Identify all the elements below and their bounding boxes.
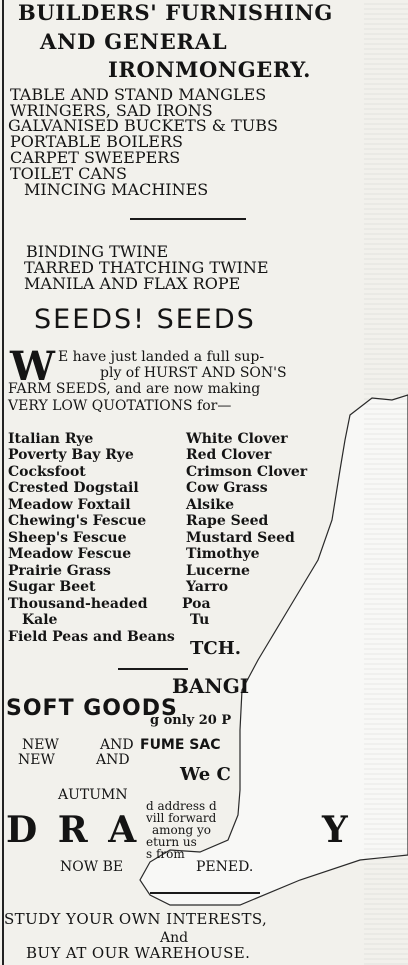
- fragment-text: eturn us: [146, 835, 197, 849]
- seed-item: Crested Dogstail: [8, 480, 139, 496]
- fragment-text: BANGI: [172, 674, 250, 698]
- section-divider: [118, 668, 188, 670]
- seed-item: Yarro: [186, 579, 229, 595]
- seed-item: Red Clover: [186, 447, 272, 463]
- footer-line: And: [160, 930, 189, 946]
- list-item: CARPET SWEEPERS: [10, 148, 181, 167]
- seeds-heading: SEEDS! SEEDS: [34, 304, 256, 335]
- list-item: BINDING TWINE: [26, 242, 169, 261]
- intro-line: VERY LOW QUOTATIONS for—: [8, 398, 232, 414]
- seed-item: Crimson Clover: [186, 464, 308, 480]
- fragment-text: AND: [100, 737, 134, 753]
- fragment-text: g only 20 P: [150, 713, 232, 728]
- header-title-line1: BUILDERS' FURNISHING: [18, 0, 333, 25]
- fragment-text: We C: [180, 764, 231, 785]
- seed-item: Italian Rye: [8, 431, 94, 447]
- fragment-text: PENED.: [196, 859, 254, 875]
- seed-item: Prairie Grass: [8, 563, 111, 579]
- paper-texture: [364, 0, 408, 965]
- seed-item: White Clover: [186, 431, 288, 447]
- section-divider: [150, 892, 260, 894]
- intro-line: ply of HURST AND SON'S: [100, 365, 287, 381]
- drapery-heading-tail: Y: [322, 809, 348, 851]
- footer-line: STUDY YOUR OWN INTERESTS,: [4, 910, 268, 928]
- fragment-text: NEW: [22, 737, 59, 753]
- intro-line: FARM SEEDS, and are now making: [8, 381, 261, 397]
- seed-item: Sugar Beet: [8, 579, 96, 595]
- seed-item: Poverty Bay Rye: [8, 447, 134, 463]
- soft-goods-heading: SOFT GOODS: [6, 696, 178, 721]
- seed-item: Thousand-headed: [8, 596, 148, 612]
- seed-item: Chewing's Fescue: [8, 513, 147, 529]
- fragment-text: NOW BE: [60, 859, 124, 875]
- seed-item: Poa: [182, 596, 211, 612]
- fragment-text: d address d: [146, 799, 217, 813]
- list-item: MANILA AND FLAX ROPE: [24, 274, 241, 293]
- fragment-text: FUME SAC: [140, 737, 221, 753]
- list-item: MINCING MACHINES: [24, 180, 209, 199]
- seed-item: Alsike: [186, 497, 234, 513]
- seed-item: Rape Seed: [186, 513, 269, 529]
- seed-item: Mustard Seed: [186, 530, 295, 546]
- seed-item: Kale: [22, 612, 58, 628]
- list-item: WRINGERS, SAD IRONS: [10, 101, 213, 120]
- seed-item: Meadow Fescue: [8, 546, 132, 562]
- seed-item: Field Peas and Beans: [8, 629, 175, 645]
- fragment-text: vill forward: [146, 811, 217, 825]
- list-item: PORTABLE BOILERS: [10, 132, 183, 151]
- seed-item: Timothye: [186, 546, 260, 562]
- fragment-text: NEW: [18, 752, 55, 768]
- seed-item: Lucerne: [186, 563, 250, 579]
- seed-item: Tu: [190, 612, 210, 628]
- list-item: GALVANISED BUCKETS & TUBS: [8, 116, 278, 135]
- list-item: TOILET CANS: [10, 164, 127, 183]
- header-title-line3: IRONMONGERY.: [108, 57, 312, 82]
- seed-item: Sheep's Fescue: [8, 530, 127, 546]
- fragment-text: TCH.: [190, 638, 241, 659]
- drop-cap: W: [10, 343, 55, 390]
- footer-line: BUY AT OUR WAREHOUSE.: [26, 944, 251, 962]
- fragment-text: AND: [96, 752, 130, 768]
- list-item: TABLE AND STAND MANGLES: [10, 85, 267, 104]
- fragment-text: s from: [146, 847, 185, 861]
- drapery-heading: D R A: [6, 809, 141, 851]
- seed-item: Meadow Foxtail: [8, 497, 131, 513]
- header-title-line2: AND GENERAL: [40, 29, 228, 54]
- fragment-text: AUTUMN: [58, 787, 128, 803]
- seed-item: Cocksfoot: [8, 464, 86, 480]
- seed-item: Cow Grass: [186, 480, 268, 496]
- list-item: TARRED THATCHING TWINE: [24, 258, 269, 277]
- intro-line: E have just landed a full sup-: [58, 349, 265, 365]
- fragment-text: among yo: [152, 823, 211, 837]
